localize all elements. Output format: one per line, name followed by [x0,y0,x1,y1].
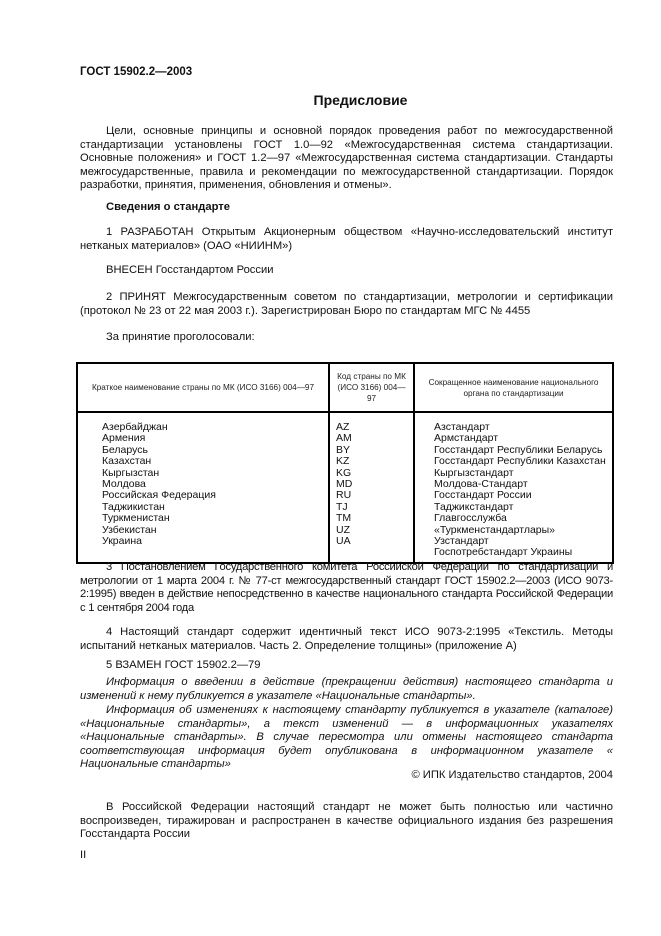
country-name: Таджикистан [102,500,165,513]
standards-body: Госстандарт Республики Казахстан [434,455,606,468]
standards-body: Госстандарт России [434,489,532,502]
info-notice-2: Информация об изменениях к настоящему стандарту публикуется в указателе (каталоге) «Национальные стандарты», а текст изменений — в информационных указателях «Национальные стандарты». В случае пересмотра или отмены настоящего стандарта соответствующая информация будет опубликована в информационном указателе « Национальные стандарты» [80,704,613,770]
country-name: Молдова [102,478,146,491]
info-heading: Сведения о стандарте [106,201,230,213]
intro-paragraph: Цели, основные принципы и основной порядок проведения работ по межгосударственной стандартизации установлены ГОСТ 1.0—92 «Межгосударственная система стандартизации. Основные положения» и ГОСТ 1.2—97 «Межгосударственная система стандартизации. Стандарты межгосударственные, правила и рекомендации по межгосударственной стандартизации. Порядок разработки, принятия, применения, обновления и отмены». [80,125,613,191]
standards-body: Азстандарт [434,421,490,433]
country-name: Кыргызстан [102,466,160,479]
country-code: KZ [336,455,350,468]
country-name: Российская Федерация [102,489,216,502]
introduced-by-paragraph: ВНЕСЕН Госстандартом России [106,264,274,276]
country-name-column [77,412,329,563]
info-notice-1: Информация о введении в действие (прекращении действия) настоящего стандарта и изменений к нему публикуется в указателе «Национальные стандарты». [80,676,613,702]
adopted-paragraph: 2 ПРИНЯТ Межгосударственным советом по стандартизации, метрологии и сертификации (протокол № 23 от 22 мая 2003 г.). Зарегистрирован Бюро по стандартам МГС № 4455 [80,291,613,317]
standards-body: Кыргызстандарт [434,466,514,479]
reproduction-notice: В Российской Федерации настоящий стандарт не может быть полностью или частично воспроизведен, тиражирован и распространен в качестве официального издания без разрешения Госстандарта России [80,801,613,840]
country-code-column [329,412,414,563]
country-code: TM [336,512,352,525]
country-code: KG [336,466,352,479]
identical-text-paragraph: 4 Настоящий стандарт содержит идентичный текст ИСО 9073-2:1995 «Текстиль. Методы испытаний нетканых материалов. Часть 2. Определение толщины» (приложение А) [80,626,613,652]
standards-body: Госстандарт Республики Беларусь [434,443,603,456]
country-code: UZ [336,523,350,536]
country-name: Беларусь [102,443,148,456]
country-code: AM [336,432,352,445]
replaces-paragraph: 5 ВЗАМЕН ГОСТ 15902.2—79 [106,659,261,671]
enactment-paragraph: 3 Постановлением Государственного комитета Российской Федерации по стандартизации и метрологии от 1 марта 2004 г. № 77-ст межгосударственный стандарт ГОСТ 15902.2—2003 (ИСО 9073-2:1995) введен в действие непосредственно в качестве национального стандарта Российской Федерации с 1 сентября 2004 года [80,561,613,614]
country-code: UA [336,535,351,548]
copyright-notice: © ИПК Издательство стандартов, 2004 [411,769,613,781]
country-name: Казахстан [102,455,152,468]
page-number: II [80,849,87,861]
country-code: TJ [336,500,348,513]
country-name: Украина [102,535,142,548]
developed-by-paragraph: 1 РАЗРАБОТАН Открытым Акционерным обществом «Научно-исследовательский институт нетканых материалов» (ОАО «НИИНМ») [80,226,613,252]
standards-body: Таджикстандарт [434,500,514,513]
voted-label: За принятие проголосовали: [106,331,255,343]
country-name: Узбекистан [102,523,157,536]
standards-body: Армстандарт [434,432,499,445]
standards-body: Главгосслужба «Туркменстандартлары» [434,512,556,536]
country-name: Туркменистан [102,512,170,525]
standards-body-column [414,412,613,563]
document-code: ГОСТ 15902.2—2003 [80,66,193,78]
standards-body: Молдова-Стандарт [434,478,528,491]
voting-countries-table [76,362,614,564]
country-code: AZ [336,421,350,433]
standards-body: Узстандарт [434,535,489,548]
country-name: Армения [102,432,146,445]
page-title: Предисловие [313,92,408,108]
header-country-name: Краткое наименование страны по МК (ИСО 3166) 004—97 [77,363,329,412]
header-country-code: Код страны по МК (ИСО 3166) 004—97 [329,363,414,412]
country-code: RU [336,489,352,502]
country-code: MD [336,478,353,491]
standards-body: Госпотребстандарт Украины [434,546,573,559]
header-standards-body: Сокращенное наименование национального органа по стандартизации [414,363,613,412]
country-name: Азербайджан [102,421,168,433]
table-header-row [77,363,613,412]
table-row [77,412,613,563]
country-code: BY [336,443,351,456]
